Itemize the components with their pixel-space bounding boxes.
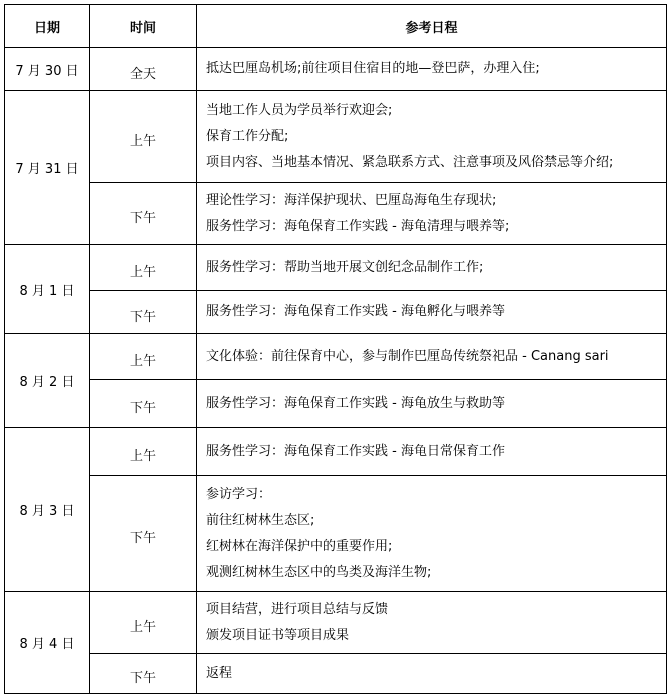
schedule-line: 服务性学习：海龟保育工作实践 - 海龟清理与喂养等; <box>206 218 510 234</box>
schedule-cell <box>197 291 667 334</box>
date-cell: 8 月 2 日 <box>5 334 90 428</box>
time-cell: 上午 <box>90 91 197 183</box>
schedule-line: 红树林在海洋保护中的重要作用; <box>206 538 393 554</box>
date-cell: 8 月 3 日 <box>5 428 90 592</box>
schedule-line: 颁发项目证书等项目成果 <box>206 627 350 643</box>
date-cell: 8 月 1 日 <box>5 245 90 334</box>
schedule-cell <box>197 91 667 183</box>
schedule-line: 抵达巴厘岛机场;前往项目住宿目的地—登巴萨，办理入住; <box>206 61 540 76</box>
schedule-line: 保育工作分配; <box>206 128 289 144</box>
time-cell: 下午 <box>90 291 197 334</box>
schedule-row <box>5 380 667 428</box>
itinerary-table <box>4 4 667 694</box>
itinerary-body <box>5 48 667 694</box>
schedule-cell <box>197 380 667 428</box>
schedule-cell <box>197 245 667 291</box>
date-cell: 8 月 4 日 <box>5 592 90 694</box>
header-time: 时间 <box>90 5 197 48</box>
schedule-row <box>5 291 667 334</box>
schedule-cell <box>197 592 667 654</box>
time-cell: 下午 <box>90 380 197 428</box>
schedule-row <box>5 183 667 245</box>
time-cell: 下午 <box>90 476 197 592</box>
schedule-row <box>5 48 667 91</box>
schedule-line: 项目结营，进行项目总结与反馈 <box>206 601 389 617</box>
schedule-line: 前往红树林生态区; <box>206 512 315 528</box>
schedule-cell <box>197 654 667 694</box>
schedule-cell <box>197 183 667 245</box>
schedule-line: 当地工作人员为学员举行欢迎会; <box>206 102 393 118</box>
schedule-line: 文化体验：前往保育中心，参与制作巴厘岛传统祭祀品 - Canang sari <box>206 348 609 364</box>
schedule-row <box>5 592 667 654</box>
schedule-line: 理论性学习：海洋保护现状、巴厘岛海龟生存现状; <box>206 192 497 208</box>
schedule-line: 服务性学习：帮助当地开展文创纪念品制作工作; <box>206 259 484 275</box>
header-date: 日期 <box>5 5 90 48</box>
time-cell: 上午 <box>90 245 197 291</box>
schedule-cell <box>197 476 667 592</box>
time-cell: 全天 <box>90 48 197 91</box>
schedule-line: 服务性学习：海龟保育工作实践 - 海龟孵化与喂养等 <box>206 304 505 319</box>
schedule-line: 项目内容、当地基本情况、紧急联系方式、注意事项及风俗禁忌等介绍; <box>206 154 614 170</box>
schedule-cell <box>197 48 667 91</box>
time-cell: 下午 <box>90 183 197 245</box>
schedule-row <box>5 245 667 291</box>
schedule-line: 服务性学习：海龟保育工作实践 - 海龟日常保育工作 <box>206 443 505 459</box>
schedule-cell <box>197 428 667 476</box>
time-cell: 下午 <box>90 654 197 694</box>
time-cell: 上午 <box>90 334 197 380</box>
schedule-row <box>5 334 667 380</box>
header-schedule: 参考日程 <box>197 5 667 48</box>
schedule-row <box>5 476 667 592</box>
schedule-row <box>5 91 667 183</box>
date-cell: 7 月 31 日 <box>5 91 90 245</box>
schedule-row <box>5 428 667 476</box>
schedule-line: 服务性学习：海龟保育工作实践 - 海龟放生与救助等 <box>206 395 505 411</box>
schedule-row <box>5 654 667 694</box>
schedule-line: 观测红树林生态区中的鸟类及海洋生物; <box>206 564 432 580</box>
header-row <box>5 5 667 48</box>
schedule-line: 返程 <box>206 665 233 681</box>
date-cell: 7 月 30 日 <box>5 48 90 91</box>
schedule-cell <box>197 334 667 380</box>
time-cell: 上午 <box>90 428 197 476</box>
schedule-line: 参访学习： <box>206 486 272 502</box>
time-cell: 上午 <box>90 592 197 654</box>
